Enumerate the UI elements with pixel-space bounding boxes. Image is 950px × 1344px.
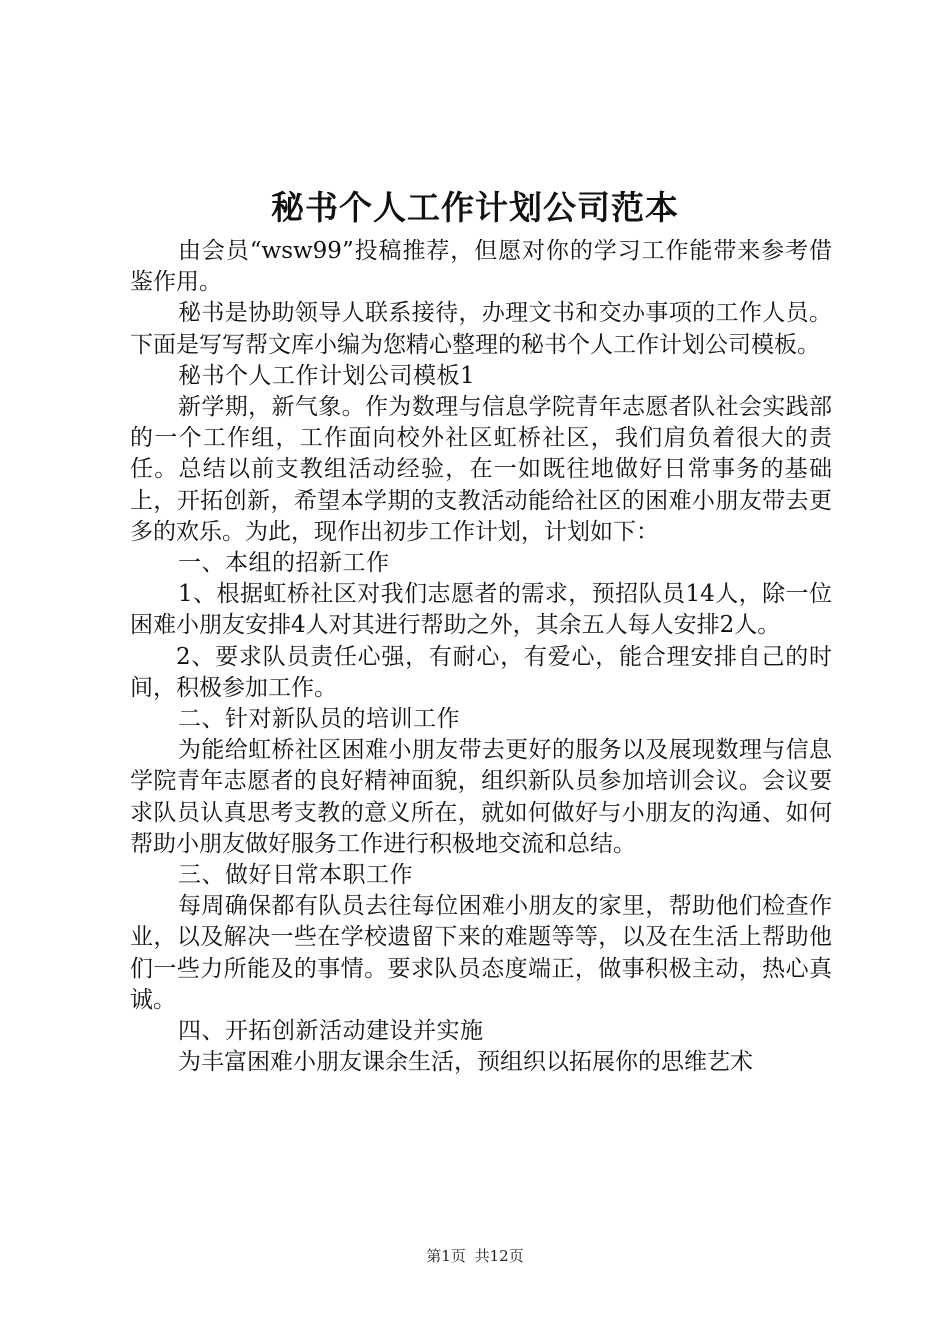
section-heading-innovation: 四、开拓创新活动建设并实施 bbox=[178, 1018, 484, 1045]
document-body bbox=[130, 236, 832, 1078]
template-heading: 秘书个人工作计划公司模板1 bbox=[178, 362, 476, 389]
daily-work-paragraph: 每周确保都有队员去往每位困难小朋友的家里，帮助他们检查作业，以及解决一些在学校遗留下来的难题等等，以及在生活上帮助他们一些力所能及的事情。要求队员态度端正，做事积极主动，热心真诚。 bbox=[130, 893, 832, 1013]
training-paragraph: 为能给虹桥社区困难小朋友带去更好的服务以及展现数理与信息学院青年志愿者的良好精神面貌，组织新队员参加培训会议。会议要求队员认真思考支教的意义所在，就如何做好与小朋友的沟通、如何帮助小朋友做好服务工作进行积极地交流和总结。 bbox=[130, 737, 832, 857]
overview-paragraph: 新学期，新气象。作为数理与信息学院青年志愿者队社会实践部的一个工作组，工作面向校外社区虹桥社区，我们肩负着很大的责任。总结以前支教组活动经验，在一如既往地做好日常事务的基础上，开拓创新，希望本学期的支教活动能给社区的困难小朋友带去更多的欢乐。为此，现作出初步工作计划，计划如下： bbox=[130, 394, 832, 545]
intro-paragraph: 由会员“wsw99”投稿推荐，但愿对你的学习工作能带来参考借鉴作用。 bbox=[130, 238, 832, 296]
section-heading-daily-work: 三、做好日常本职工作 bbox=[178, 862, 413, 889]
page-total: 共12页 bbox=[474, 1247, 524, 1265]
page-number: 第1页 bbox=[426, 1247, 466, 1265]
innovation-paragraph: 为丰富困难小朋友课余生活，预组织以拓展你的思维艺术 bbox=[178, 1049, 753, 1076]
recruitment-item-1: 1、根据虹桥社区对我们志愿者的需求，预招队员14人，除一位困难小朋友安排4人对其进行帮助之外，其余五人每人安排2人。 bbox=[130, 581, 832, 639]
section-heading-training: 二、针对新队员的培训工作 bbox=[178, 706, 460, 733]
section-heading-recruitment: 一、本组的招新工作 bbox=[178, 550, 390, 577]
page-footer bbox=[0, 1246, 950, 1266]
description-paragraph: 秘书是协助领导人联系接待，办理文书和交办事项的工作人员。下面是写写帮文库小编为您精心整理的秘书个人工作计划公司模板。 bbox=[130, 300, 832, 358]
recruitment-item-2: 2、要求队员责任心强，有耐心，有爱心，能合理安排自己的时间，积极参加工作。 bbox=[130, 643, 832, 701]
document-title: 秘书个人工作计划公司范本 bbox=[271, 188, 679, 227]
